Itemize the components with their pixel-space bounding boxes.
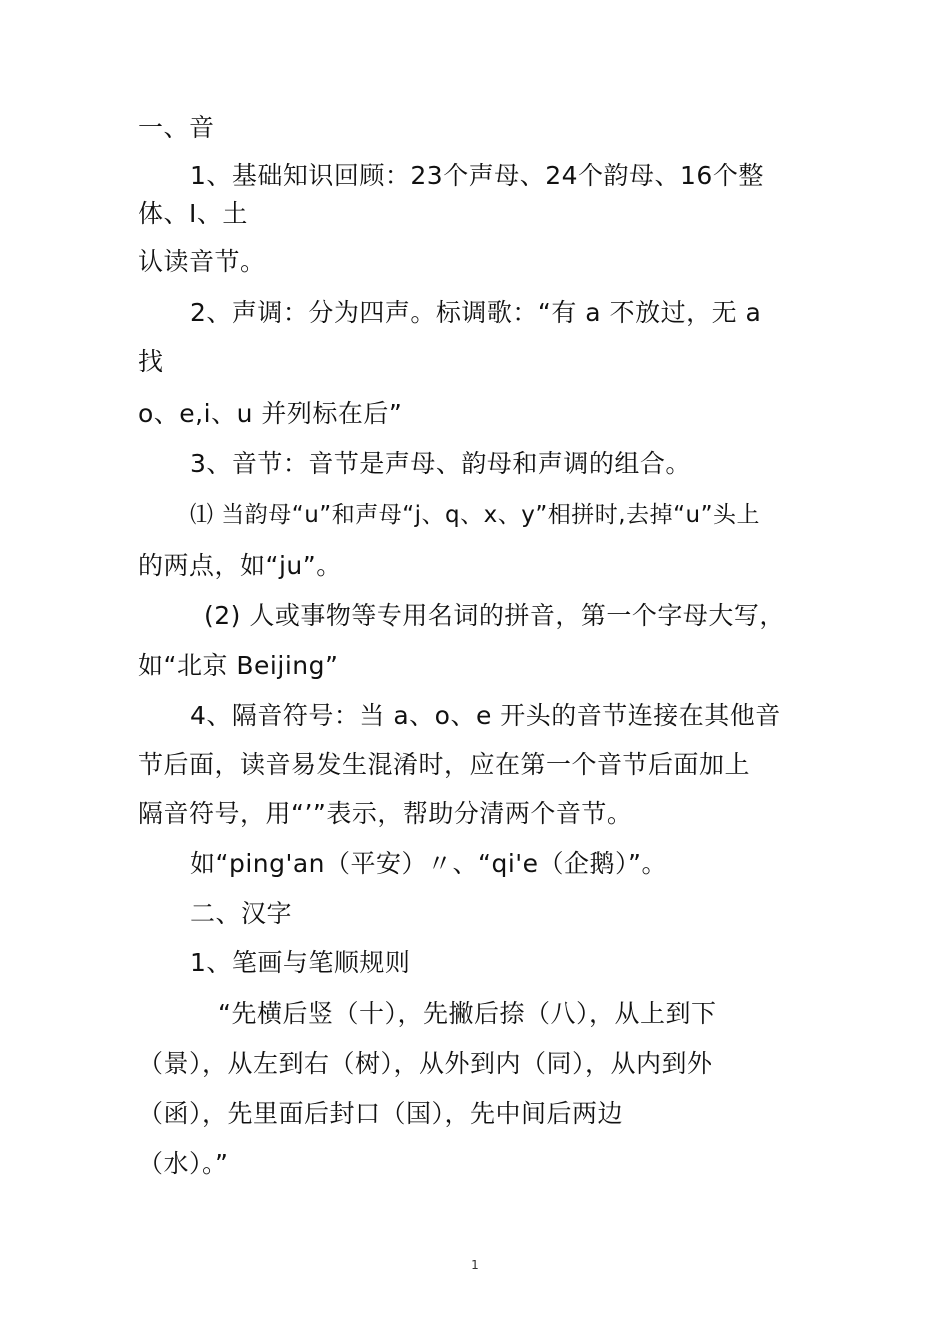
paragraph-line: （函），先里面后封口（国），先中间后两边 [138,1099,624,1128]
paragraph-line: 3、音节：音节是声母、韵母和声调的组合。 [190,449,691,478]
heading-pronunciation: 一、音 [138,113,215,142]
paragraph-line: 1、笔画与笔顺规则 [190,948,411,977]
paragraph-line: 4、隔音符号：当 a、o、e 开头的音节连接在其他音 [190,701,781,730]
heading-chinese-characters: 二、汉字 [190,899,293,928]
paragraph-line: 找 [138,347,164,376]
page-number: 1 [471,1258,479,1272]
paragraph-line: 如“ping'an（平安）〃、“qi'e（企鹅）”。 [190,849,667,878]
paragraph-line: （景），从左到右（树），从外到内（同），从内到外 [138,1049,713,1078]
paragraph-line: 认读音节。 [138,247,266,276]
paragraph-line: o、e,i、u 并列标在后” [138,399,403,428]
paragraph-line: “先横后竖（十），先撇后捺（八），从上到下 [218,999,717,1028]
paragraph-line: 隔音符号，用“’”表示，帮助分清两个音节。 [138,799,633,828]
paragraph-line: 的两点，如“ju”。 [138,551,342,580]
paragraph-line: 体、I、土 [138,199,248,228]
paragraph-line: ⑴ 当韵母“u”和声母“j、q、x、y”相拼时,去掉“u”头上 [190,502,760,528]
paragraph-line: 2、声调：分为四声。标调歌：“有 a 不放过，无 a [190,298,762,327]
paragraph-line: 如“北京 Beijing” [138,651,339,680]
paragraph-line: 节后面，读音易发生混淆时，应在第一个音节后面加上 [138,750,751,779]
paragraph-line: (2) 人或事物等专用名词的拼音，第一个字母大写， [204,601,785,630]
paragraph-line: （水）。” [138,1149,229,1178]
paragraph-line: 1、基础知识回顾：23个声母、24个韵母、16个整 [190,161,764,190]
